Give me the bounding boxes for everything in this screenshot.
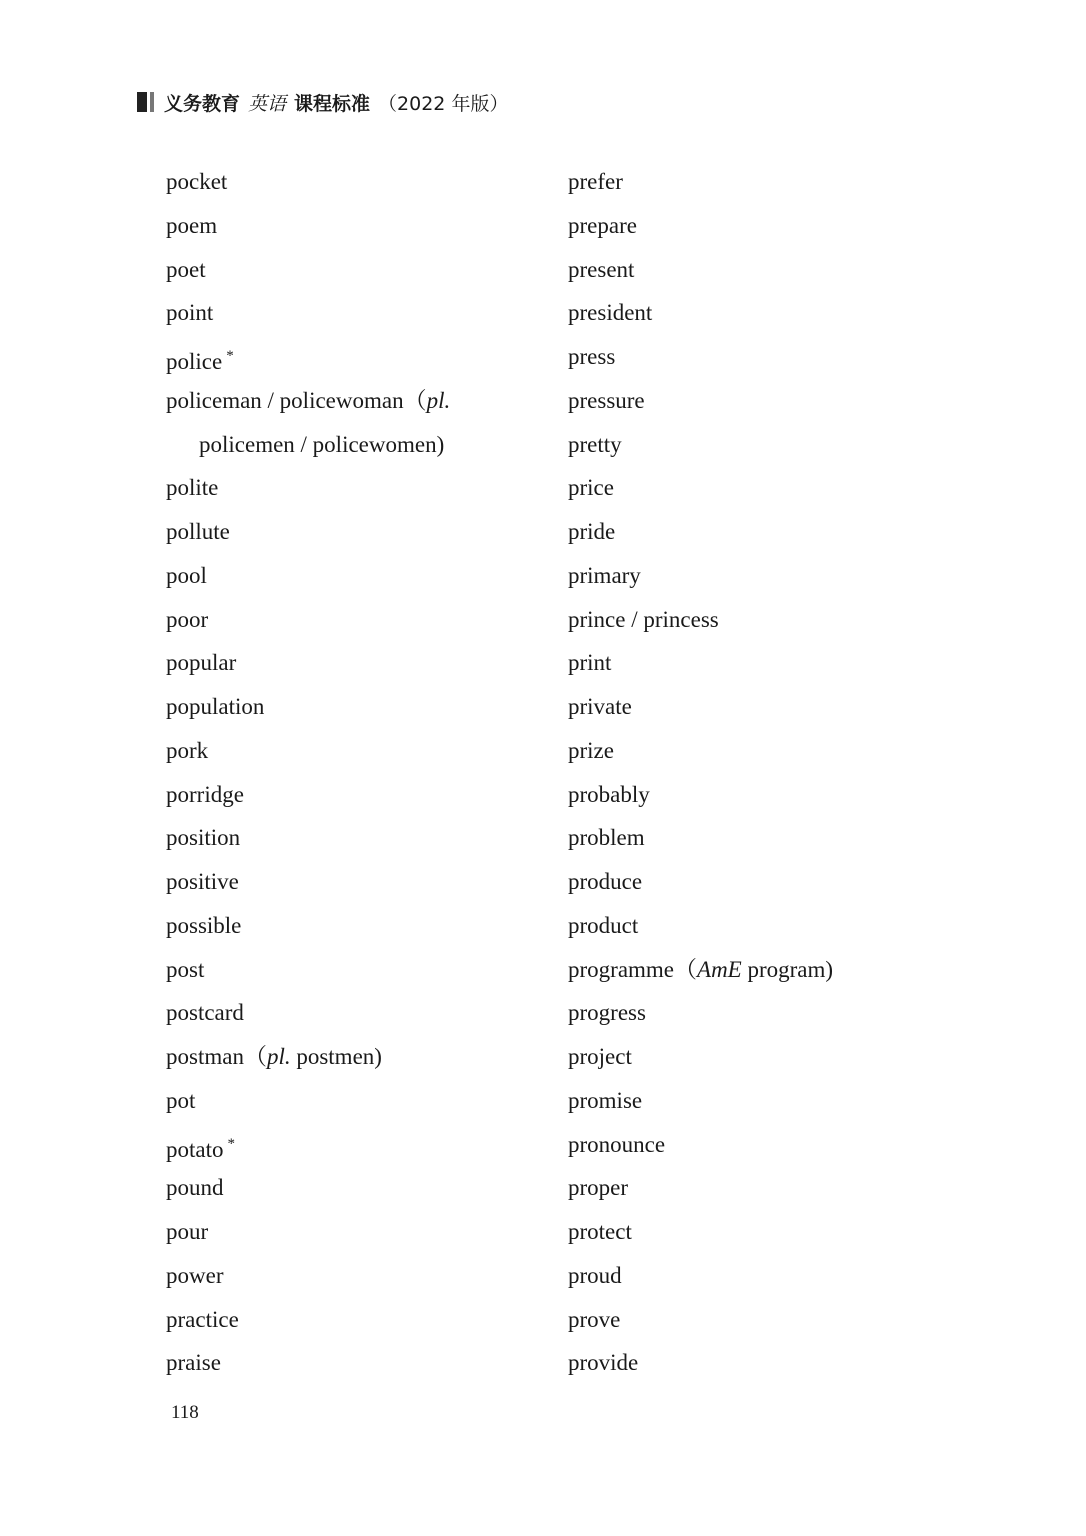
word-entry: poor	[166, 606, 209, 632]
word-entry: press	[568, 344, 616, 369]
word-entry: president	[568, 300, 653, 326]
word-entry: private	[568, 694, 632, 719]
word-entry: print	[568, 650, 612, 676]
word-entry: protect	[568, 1219, 632, 1244]
header-title-part1: 义务教育	[164, 92, 241, 115]
word-entry: polite	[166, 475, 219, 501]
word-entry: poem	[166, 212, 218, 238]
running-header	[137, 88, 508, 116]
word-entry: pound	[166, 1175, 224, 1201]
word-entry	[166, 1123, 546, 1167]
word-entry: prince / princess	[568, 606, 719, 632]
word-entry: popular	[166, 650, 237, 676]
word-entry: price	[568, 475, 614, 501]
word-text: policeman / policewoman（	[166, 387, 427, 413]
plural-abbrev: pl.	[426, 387, 451, 413]
word-text: postmen)	[290, 1044, 382, 1069]
word-entry: positive	[166, 869, 239, 894]
word-entry: pride	[568, 519, 616, 544]
header-bar-dark	[137, 92, 147, 112]
word-entry: prefer	[568, 169, 623, 194]
star-marker: *	[226, 348, 234, 364]
word-entry: progress	[568, 1000, 646, 1026]
word-entry: pour	[166, 1219, 209, 1244]
word-text: programme（	[568, 956, 698, 982]
header-bar-icon	[137, 92, 154, 112]
word-entry: prize	[568, 737, 614, 763]
word-entry: prove	[568, 1306, 621, 1332]
word-entry-continued: policemen / policewomen)	[199, 431, 445, 457]
word-entry: proper	[568, 1175, 629, 1201]
word-text: potato	[166, 1136, 224, 1162]
word-entry: praise	[166, 1350, 221, 1376]
word-entry: primary	[568, 562, 641, 588]
word-column-right	[568, 160, 988, 1385]
word-entry: power	[166, 1262, 224, 1288]
word-entry: pot	[166, 1087, 196, 1113]
word-entry: product	[568, 912, 639, 938]
plural-abbrev: pl.	[266, 1044, 291, 1069]
word-entry: provide	[568, 1350, 639, 1376]
page-number: 118	[171, 1402, 199, 1423]
word-entry: proud	[568, 1262, 622, 1288]
word-entry: practice	[166, 1306, 239, 1332]
word-entry: position	[166, 825, 241, 851]
word-entry: promise	[568, 1087, 643, 1113]
header-bar-light	[150, 92, 154, 112]
word-column-left	[166, 160, 546, 1385]
header-title-part3: 课程标准	[294, 92, 371, 115]
word-entry	[568, 948, 988, 992]
word-entry: possible	[166, 912, 242, 938]
word-entry	[166, 1035, 546, 1079]
star-marker: *	[227, 1135, 235, 1152]
word-entry: produce	[568, 869, 643, 894]
word-entry: population	[166, 694, 265, 719]
word-text: police	[166, 349, 223, 374]
header-title-subject: 英语	[248, 92, 287, 115]
word-entry: prepare	[568, 212, 637, 238]
word-entry: pressure	[568, 387, 645, 413]
word-entry: postcard	[166, 1000, 244, 1026]
word-entry: project	[568, 1044, 632, 1069]
word-entry: problem	[568, 825, 645, 851]
header-edition: （2022 年版）	[378, 92, 509, 115]
word-entry: pool	[166, 562, 207, 588]
word-entry: point	[166, 300, 214, 326]
word-entry: pocket	[166, 169, 228, 194]
word-entry: porridge	[166, 781, 244, 807]
word-text: program)	[741, 956, 834, 982]
word-entry: pork	[166, 737, 209, 763]
word-entry	[166, 379, 546, 423]
word-entry: present	[568, 256, 635, 282]
word-entry: probably	[568, 781, 650, 807]
word-entry: post	[166, 956, 205, 982]
word-entry: poet	[166, 256, 206, 282]
word-text: postman（	[166, 1044, 267, 1069]
word-entry	[166, 335, 546, 379]
word-entry: pretty	[568, 431, 622, 457]
word-entry: pollute	[166, 519, 230, 544]
word-entry: pronounce	[568, 1131, 666, 1157]
ame-abbrev: AmE	[697, 956, 742, 982]
